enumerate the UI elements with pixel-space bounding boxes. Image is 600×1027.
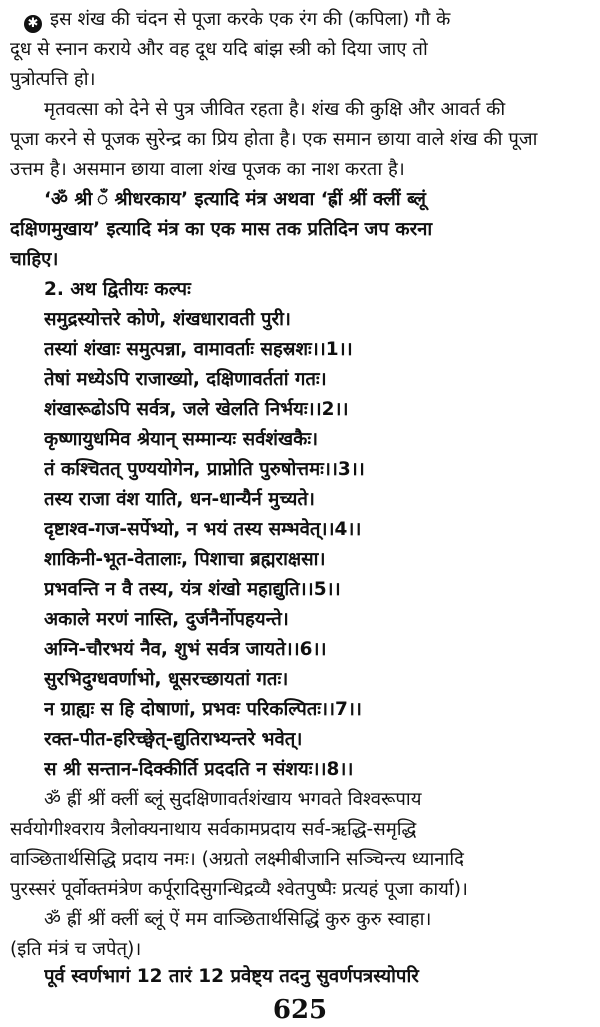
verse-line: शंखारूढोऽपि सर्वत्र, जले खेलति निर्भयः।।2।। (44, 399, 349, 420)
mantra-1-line-3: वाञ्छितार्थसिद्धि प्रदाय नमः। (अग्रतो लक्ष्मीबीजानि सञ्चिन्त्य ध्यानादि (10, 849, 464, 870)
verse-line: स श्री सन्तान-दिक्कीर्ति प्रददति न संशयः।।8।। (44, 759, 354, 780)
paragraph-1-line-2: दूध से स्नान कराये और वह दूध यदि बांझ स्त्री को दिया जाए तो (10, 39, 428, 60)
verse-line: अग्नि-चौरभयं नैव, शुभं सर्वत्र जायते।।6।। (44, 639, 327, 660)
final-line: पूर्व स्वर्णभागं 12 तारं 12 प्रवेष्ट्य तदनु सुवर्णपत्रस्योपरि (44, 966, 419, 987)
section-heading: 2. अथ द्वितीयः कल्पः (44, 279, 191, 300)
paragraph-3-line-2: दक्षिणमुखाय’ इत्यादि मंत्र का एक मास तक प्रतिदिन जप करना (10, 219, 433, 240)
mantra-2-line-2: (इति मंत्रं च जपेत्)। (10, 939, 142, 960)
verse-line: न ग्राह्यः स हि दोषाणां, प्रभवः परिकल्पितः।।7।। (44, 699, 362, 720)
paragraph-2-line-3: उत्तम है। असमान छाया वाला शंख पूजक का नाश करता है। (10, 159, 405, 180)
mantra-1-line-1: ॐ ह्रीं श्रीं क्लीं ब्लूं सुदक्षिणावर्तशंखाय भगवते विश्वरूपाय (44, 789, 422, 810)
mantra-1-line-2: सर्वयोगीश्वराय त्रैलोक्यनाथाय सर्वकामप्रदाय सर्व-ऋद्धि-समृद्धि (10, 819, 417, 840)
verse-line: अकाले मरणं नास्ति, दुर्जनैर्नोपहयन्ते। (44, 609, 289, 630)
mantra-1-line-4: पुरस्सरं पूर्वोक्तमंत्रेण कर्पूरादिसुगन्धिद्रव्यै श्वेतपुष्पैः प्रत्यहं पूजा कार्या)। (10, 879, 468, 900)
verse-line: दृष्टाश्व-गज-सर्पेभ्यो, न भयं तस्य सम्भवेत्।।4।। (44, 519, 362, 540)
paragraph-1-line-3: पुत्रोत्पत्ति हो। (10, 69, 96, 90)
verse-line: तस्यां शंखाः समुत्पन्ना, वामावर्ताः सहस्रशः।।1।। (44, 339, 353, 360)
page-number: 625 (272, 995, 328, 1025)
verse-line: सुरभिदुग्धवर्णाभो, धूसरच्छायतां गतः। (44, 669, 289, 690)
verse-line: शाकिनी-भूत-वेतालाः, पिशाचा ब्रह्मराक्षसा। (44, 549, 326, 570)
verse-line: समुद्रस्योत्तरे कोणे, शंखधारावती पुरी। (44, 309, 291, 330)
verse-line: तेषां मध्येऽपि राजाख्यो, दक्षिणावर्ततां गतः। (44, 369, 327, 390)
verse-line: कृष्णायुधमिव श्रेयान् सम्मान्यः सर्वशंखकैः। (44, 429, 319, 450)
verse-line: प्रभवन्ति न वै तस्य, यंत्र शंखो महाद्युति।।5।। (44, 579, 341, 600)
paragraph-3-line-1: ‘ॐ श्री ँ श्रीधरकाय’ इत्यादि मंत्र अथवा ‘ह्रीं श्रीं क्लीं ब्लूं (44, 189, 426, 210)
verse-line: तं कश्चितत् पुण्ययोगेन, प्राप्नोति पुरुषोत्तमः।।3।। (44, 459, 365, 480)
paragraph-1-line-1 (24, 5, 594, 35)
paragraph-1-text-1: इस शंख की चंदन से पूजा करके एक रंग की (कपिला) गौ के (50, 9, 451, 30)
star-bullet-icon: ✱ (24, 15, 42, 33)
paragraph-3-line-3: चाहिए। (10, 249, 59, 270)
mantra-2-line-1: ॐ ह्रीं श्रीं क्लीं ब्लूं ऐं मम वाञ्छितार्थसिद्धिं कुरु कुरु स्वाहा। (44, 909, 432, 930)
verse-line: रक्त-पीत-हरिच्छ्वेत्-द्युतिराभ्यन्तरे भवेत्। (44, 729, 303, 750)
verse-line: तस्य राजा वंश याति, धन-धान्यैर्न मुच्यते। (44, 489, 315, 510)
paragraph-2-line-2: पूजा करने से पूजक सुरेन्द्र का प्रिय होता है। एक समान छाया वाले शंख की पूजा (10, 129, 538, 150)
paragraph-2-line-1: मृतवत्सा को देने से पुत्र जीवित रहता है। शंख की कुक्षि और आवर्त की (44, 99, 506, 120)
